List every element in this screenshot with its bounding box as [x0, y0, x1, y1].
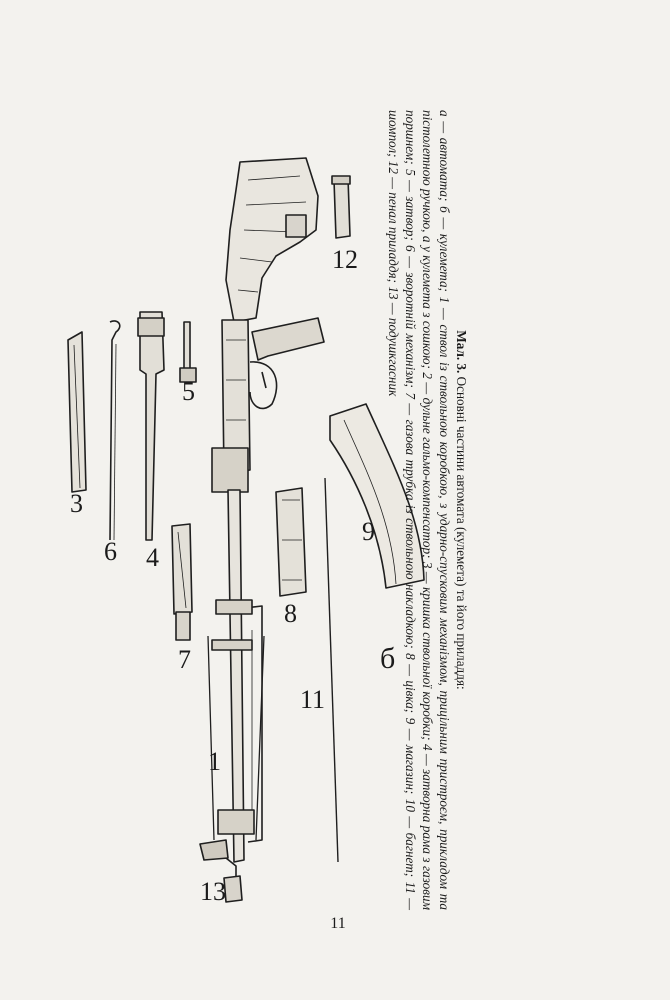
caption-title — [453, 110, 470, 910]
caption-body: а — автомата; б — кулемета; 1 — ствол із ствольною коробкою, з ударно-спусковим механізмом, прицільним пристроєм, прикладом та пістолетною ручкою, а у кулемета з сошкою; 2 — дульне гальмо-компенсатор; 3 — кришка ствольної коробки; 4 — затворна рама з газовим поршнем; 5 — затвор; 6 — зворотній механізм; 7 — газова трубка із ствольною накладкою; 8 — цівка; 9 — магазин; 10 — багнет; 11 — шомпол; 12 — пенал приладдя; 13 — подушкгасник — [386, 110, 452, 910]
part-8-handguard — [276, 488, 306, 596]
part-6-return-spring — [110, 321, 120, 540]
label-part-4: 4 — [146, 543, 159, 572]
page-number: 11 — [330, 915, 346, 932]
sub-figure-label: б — [380, 642, 396, 675]
part-4-bolt-carrier — [138, 312, 164, 540]
figure-caption — [385, 110, 470, 910]
label-part-5: 5 — [182, 377, 195, 406]
part-7-gas-tube — [172, 524, 192, 640]
part-13-recoil-pad — [224, 876, 242, 902]
label-part-7: 7 — [178, 645, 191, 674]
caption-title-prefix: Мал. 3. — [454, 330, 469, 374]
caption-title-text: Основні частини автомата (кулемета) та його приладдя: — [454, 376, 469, 690]
part-5-bolt — [180, 322, 196, 382]
label-part-1: 1 — [208, 747, 221, 776]
label-part-3: 3 — [70, 489, 83, 518]
label-part-8: 8 — [284, 599, 297, 628]
label-part-6: 6 — [104, 537, 117, 566]
part-3-receiver-cover — [68, 332, 86, 492]
part-11-cleaning-rod — [325, 478, 338, 862]
part-12-accessory-case — [332, 176, 350, 238]
label-part-11: 11 — [300, 685, 326, 714]
label-part-9: 9 — [362, 517, 375, 546]
label-part-12: 12 — [332, 245, 358, 274]
label-part-13: 13 — [200, 877, 226, 906]
